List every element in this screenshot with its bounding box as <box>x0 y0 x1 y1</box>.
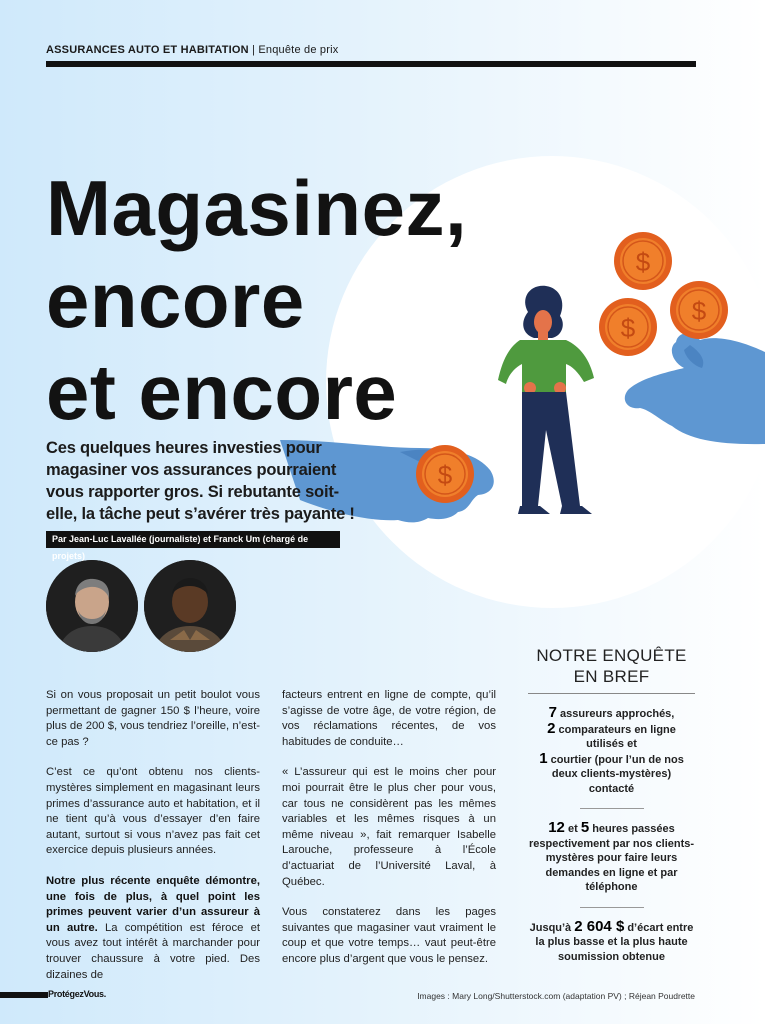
header-section: ASSURANCES AUTO ET HABITATION <box>46 44 249 56</box>
sidebar-title-line-1: NOTRE ENQUÊTE <box>536 646 687 665</box>
fact-number: 2 604 $ <box>574 917 625 935</box>
body-paragraph-2: C’est ce qu’ont obtenu nos clients-mystères simplement en magasinant leurs primes d’assurance auto et habitation, et il ne tient qu’à vous d’essayer d’en faire autant, surtout si vous n’avez pas fait cet exercice depuis plusieurs années. <box>46 766 260 857</box>
author-photo-franck <box>144 560 236 652</box>
coin-dollar-sign: $ <box>437 460 453 490</box>
coin-icon-1 <box>614 232 672 290</box>
sidebar-fact-1 <box>528 694 695 808</box>
article-title <box>46 162 467 438</box>
fact-text: et <box>564 823 581 835</box>
fact-text: Jusqu’à <box>529 921 575 934</box>
portrait-icon <box>46 560 138 652</box>
sidebar-summary <box>528 645 695 976</box>
coin-dollar-sign: $ <box>635 247 651 277</box>
fact-number: 2 <box>547 719 556 737</box>
body-paragraph-3 <box>46 874 260 983</box>
author-photo-jean-luc <box>46 560 138 652</box>
body-paragraph-4: facteurs entrent en ligne de compte, qu’il s’agisse de votre âge, de votre région, de vos réclamations récentes, de vos habitudes de conduite… <box>282 689 496 748</box>
fact-text: comparateurs en ligne utilisés et <box>555 723 676 750</box>
coin-dollar-sign: $ <box>620 313 636 343</box>
title-line-2: encore <box>46 256 305 344</box>
sidebar-fact-3 <box>528 908 695 977</box>
body-paragraph-5: « L’assureur qui est le moins cher pour moi pourrait être le plus cher pour vous, car tous ne considèrent pas les mêmes variables et les mêmes risques à un même niveau », fait remarquer Isabelle Larouche, professeure à l’École d’actuariat de l’Université Laval, à Québec. <box>282 766 496 888</box>
fact-number: 5 <box>580 819 590 836</box>
header-separator: | <box>248 44 259 56</box>
fact-number: 7 <box>548 704 557 721</box>
body-column-1 <box>46 688 260 983</box>
title-line-3: et encore <box>46 348 398 436</box>
portrait-icon <box>144 560 236 652</box>
sidebar-title-line-2: EN BREF <box>573 667 650 686</box>
footer-logo: ProtégezVous. <box>48 989 106 999</box>
body-paragraph-3-rest: La compétition est féroce et vous avez tout intérêt à marchander pour trouver chaussure à votre pied. Des dizaines de <box>46 921 260 981</box>
fact-number: 12 <box>548 819 565 836</box>
article-deck: Ces quelques heures investies pour magasiner vos assurances pourraient vous rapporter gros. Si rebutante soit-elle, la tâche peut s’avérer très payante ! <box>46 439 355 523</box>
woman-figure-icon <box>498 286 594 514</box>
footer-bar <box>0 992 48 998</box>
body-paragraph-3-lead: Notre plus récente enquête démontre, une fois de plus, à quel point les primes peuvent varier d’un assureur à un autre. <box>46 874 260 934</box>
title-line-1: Magasinez, <box>46 164 468 252</box>
coin-dollar-sign: $ <box>691 296 707 326</box>
body-paragraph-6: Vous constaterez dans les pages suivantes que magasiner vaut vraiment le coup et que votre temps… vaut peut-être encore plus d’argent que vous le pensez. <box>282 906 496 965</box>
sidebar-fact-2 <box>528 809 695 907</box>
sidebar-title <box>528 645 695 694</box>
fact-text: courtier (pour l’un de nos deux clients-mystères) contacté <box>547 753 684 795</box>
fact-text: assureurs approchés, <box>556 708 675 720</box>
fact-number: 1 <box>539 749 548 767</box>
byline: Par Jean-Luc Lavallée (journaliste) et Franck Um (chargé de projets) <box>46 531 340 548</box>
body-column-2 <box>282 688 496 983</box>
coin-icon-2 <box>599 298 657 356</box>
body-paragraph-1: Si on vous proposait un petit boulot vous permettant de gagner 150 $ l’heure, voire plus de 200 $, vous tendriez l’oreille, n’est-ce pas ? <box>46 689 260 748</box>
fact-text: d’écart entre la plus basse et la plus haute soumission obtenue <box>535 921 694 963</box>
right-hand-icon <box>625 333 765 444</box>
image-credit: Images : Mary Long/Shutterstock.com (adaptation PV) ; Réjean Poudrette <box>417 991 695 1001</box>
coin-icon-3 <box>670 281 728 339</box>
coin-icon-4 <box>416 445 474 503</box>
fact-text: heures passées respectivement par nos clients-mystères pour faire leurs demandes en ligne et par téléphone <box>528 823 695 893</box>
header-kicker: Enquête de prix <box>258 44 339 56</box>
